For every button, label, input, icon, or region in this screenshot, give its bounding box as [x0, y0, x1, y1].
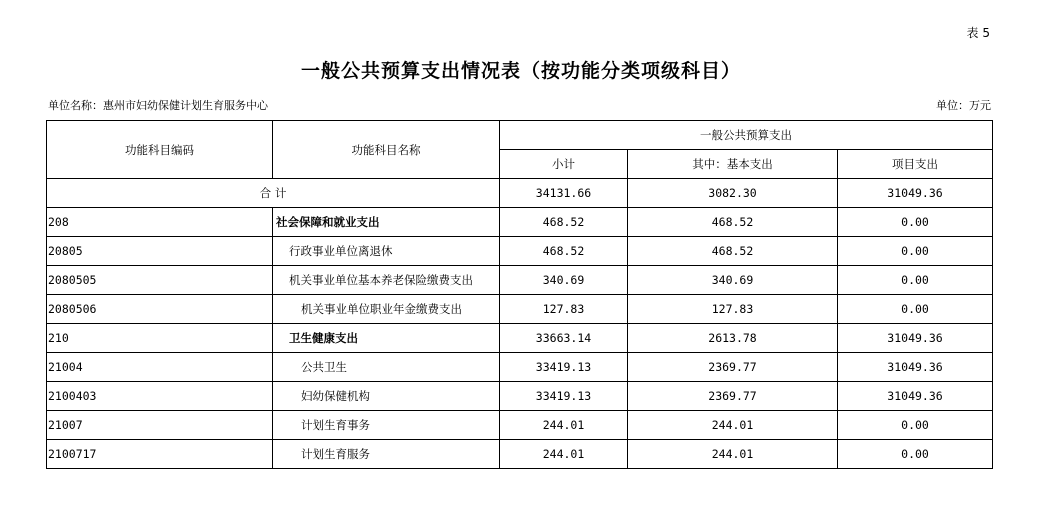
row-project: 31049.36: [838, 324, 993, 353]
unit-name-value: 惠州市妇幼保健计划生育服务中心: [103, 99, 268, 112]
row-name: 计划生育服务: [273, 440, 500, 469]
row-code: 2100403: [47, 382, 273, 411]
row-subtotal: 244.01: [500, 411, 628, 440]
total-row: [47, 179, 993, 208]
row-name: 妇幼保健机构: [273, 382, 500, 411]
row-name: 卫生健康支出: [273, 324, 500, 353]
row-code: 21004: [47, 353, 273, 382]
row-subtotal: 33419.13: [500, 382, 628, 411]
header-basic: 其中：基本支出: [628, 150, 838, 179]
row-name: 机关事业单位基本养老保险缴费支出: [273, 266, 500, 295]
table-number: 表 5: [966, 26, 990, 40]
header-project: 项目支出: [838, 150, 993, 179]
total-label: 合 计: [47, 179, 500, 208]
row-subtotal: 33419.13: [500, 353, 628, 382]
header-row-1: [47, 121, 993, 150]
row-basic: 244.01: [628, 411, 838, 440]
table-row: [47, 382, 993, 411]
row-project: 0.00: [838, 440, 993, 469]
row-code: 208: [47, 208, 273, 237]
total-project: 31049.36: [838, 179, 993, 208]
row-code: 2100717: [47, 440, 273, 469]
row-code: 2080505: [47, 266, 273, 295]
row-code: 2080506: [47, 295, 273, 324]
header-group: 一般公共预算支出: [500, 121, 993, 150]
row-project: 0.00: [838, 208, 993, 237]
table-row: [47, 237, 993, 266]
row-basic: 2613.78: [628, 324, 838, 353]
total-basic: 3082.30: [628, 179, 838, 208]
table-row: [47, 208, 993, 237]
table-row: [47, 440, 993, 469]
row-basic: 244.01: [628, 440, 838, 469]
row-project: 0.00: [838, 411, 993, 440]
unit-name-label: 单位名称：: [48, 99, 103, 112]
row-code: 210: [47, 324, 273, 353]
table-row: [47, 324, 993, 353]
total-subtotal: 34131.66: [500, 179, 628, 208]
row-project: 31049.36: [838, 382, 993, 411]
row-subtotal: 127.83: [500, 295, 628, 324]
row-basic: 127.83: [628, 295, 838, 324]
row-basic: 468.52: [628, 237, 838, 266]
table-row: [47, 295, 993, 324]
row-subtotal: 340.69: [500, 266, 628, 295]
header-subtotal: 小计: [500, 150, 628, 179]
row-name: 计划生育事务: [273, 411, 500, 440]
row-project: 0.00: [838, 266, 993, 295]
row-subtotal: 33663.14: [500, 324, 628, 353]
budget-table: [46, 120, 993, 469]
header-name: 功能科目名称: [273, 121, 500, 179]
row-code: 21007: [47, 411, 273, 440]
row-name: 公共卫生: [273, 353, 500, 382]
row-project: 31049.36: [838, 353, 993, 382]
row-name: 社会保障和就业支出: [273, 208, 500, 237]
row-basic: 2369.77: [628, 353, 838, 382]
row-project: 0.00: [838, 237, 993, 266]
row-basic: 2369.77: [628, 382, 838, 411]
row-basic: 340.69: [628, 266, 838, 295]
row-project: 0.00: [838, 295, 993, 324]
page-title: 一般公共预算支出情况表（按功能分类项级科目）: [300, 60, 741, 82]
row-basic: 468.52: [628, 208, 838, 237]
table-row: [47, 353, 993, 382]
currency-unit: 单位：万元: [936, 99, 991, 112]
row-subtotal: 468.52: [500, 208, 628, 237]
row-code: 20805: [47, 237, 273, 266]
row-name: 机关事业单位职业年金缴费支出: [273, 295, 500, 324]
row-subtotal: 468.52: [500, 237, 628, 266]
table-row: [47, 266, 993, 295]
unit-name: [48, 97, 268, 113]
row-subtotal: 244.01: [500, 440, 628, 469]
row-name: 行政事业单位离退休: [273, 237, 500, 266]
header-code: 功能科目编码: [47, 121, 273, 179]
table-row: [47, 411, 993, 440]
